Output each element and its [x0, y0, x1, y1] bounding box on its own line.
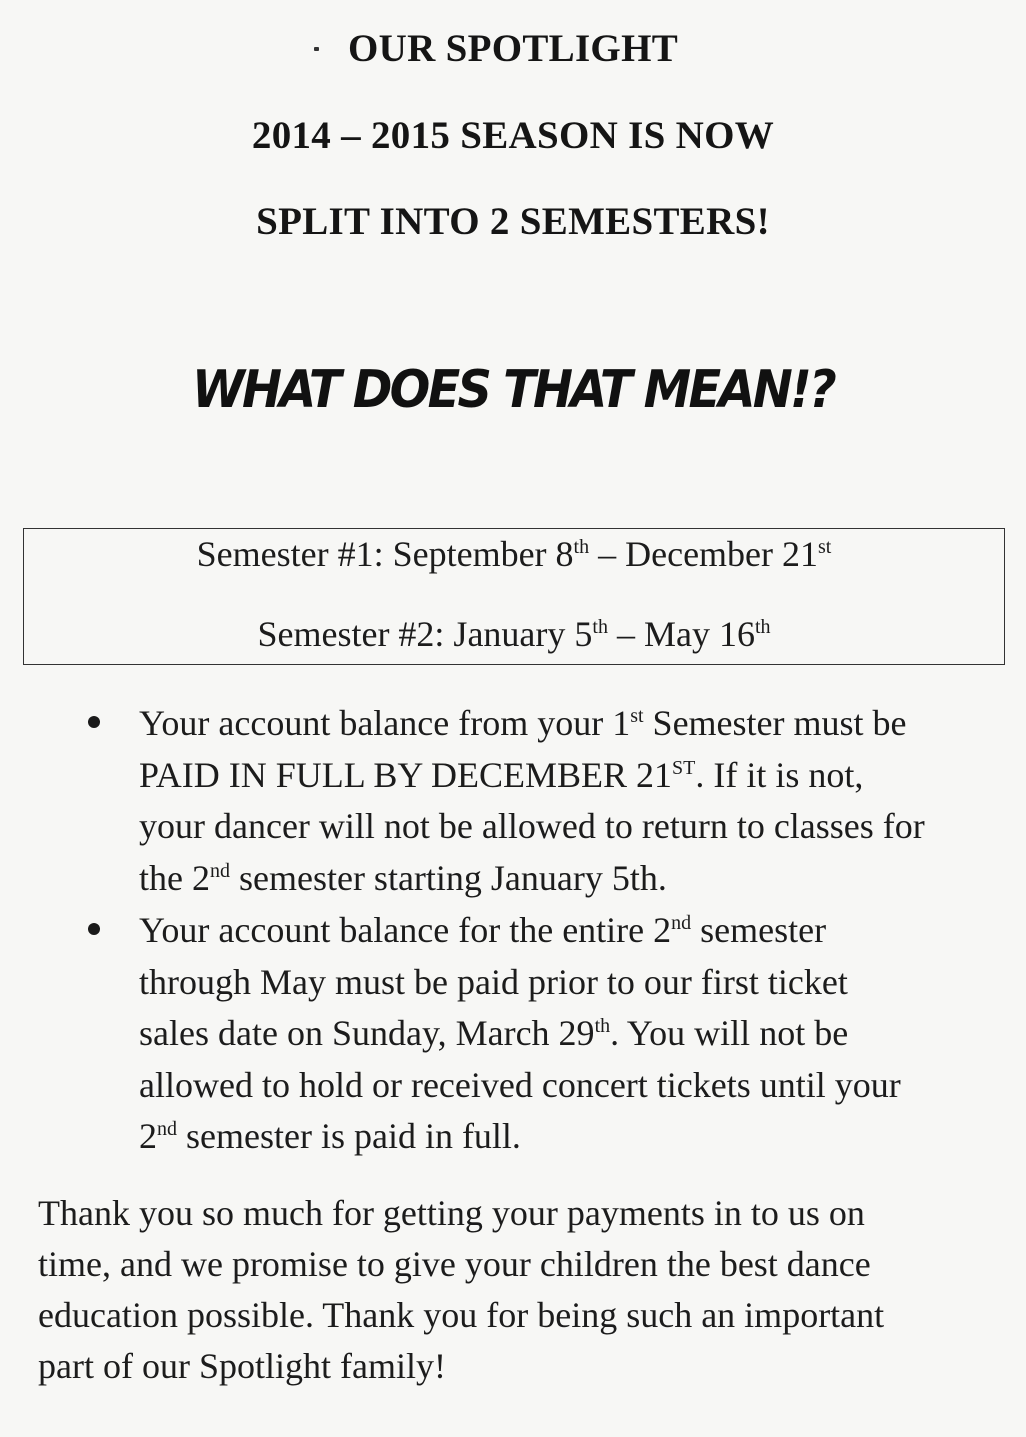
ordinal-suffix: nd [209, 859, 230, 882]
list-item-line [139, 853, 1009, 905]
list-item-line [139, 698, 1009, 750]
list-item-line: allowed to hold or received concert tickets until your [139, 1064, 901, 1105]
semester-1-end-text: – December 21 [589, 534, 819, 574]
list-item-line [139, 905, 1009, 957]
semester-2-end-text: – May 16 [607, 614, 755, 654]
title-line-2: 2014 – 2015 SEASON IS NOW [251, 114, 775, 157]
bullet-icon [88, 923, 100, 935]
list-item-line [139, 1008, 1009, 1060]
ordinal-suffix: ST [672, 756, 696, 779]
semester-dates-box [23, 528, 1005, 665]
text-segment: semester [691, 910, 827, 950]
text-segment: the 2 [139, 857, 210, 898]
semester-1-dates [24, 533, 1004, 575]
ordinal-suffix: st [818, 536, 832, 558]
text-segment: semester is paid in full. [177, 1116, 521, 1156]
semester-2-start-text: Semester #2: January 5 [257, 614, 593, 654]
bullet-icon [88, 716, 100, 728]
closing-line: part of our Spotlight family! [38, 1346, 446, 1386]
closing-paragraph [38, 1188, 998, 1392]
ordinal-suffix: st [630, 705, 644, 727]
ordinal-suffix: th [573, 536, 590, 558]
text-segment: PAID IN FULL BY DECEMBER 21 [139, 754, 673, 795]
text-segment: . You will not be [610, 1013, 849, 1053]
ordinal-suffix: th [592, 616, 608, 638]
list-item-line: through May must be paid prior to our first ticket [139, 961, 848, 1002]
title-line-3: SPLIT INTO 2 SEMESTERS! [256, 200, 770, 243]
ordinal-suffix: th [754, 616, 771, 638]
text-segment: . If it is not, [695, 754, 864, 795]
list-item [139, 905, 1009, 1163]
closing-line: education possible. Thank you for being such an important [38, 1295, 885, 1335]
ordinal-suffix: nd [157, 1118, 177, 1140]
text-segment: Your account balance from your 1 [139, 703, 631, 743]
ordinal-suffix: th [594, 1015, 611, 1037]
title-line-1: OUR SPOTLIGHT [347, 27, 679, 70]
list-item-line [139, 1111, 1009, 1163]
closing-line: Thank you so much for getting your payments in to us on [38, 1193, 865, 1233]
semester-2-dates [24, 613, 1004, 655]
text-segment: sales date on Sunday, March 29 [139, 1013, 595, 1053]
text-segment: Semester must be [643, 703, 907, 743]
text-segment: 2 [139, 1116, 157, 1156]
list-item-line: your dancer will not be allowed to return to classes for [139, 806, 925, 846]
text-segment: semester starting January 5th. [229, 857, 667, 898]
list-item [139, 698, 1009, 904]
closing-line: time, and we promise to give your children the best dance [38, 1244, 871, 1284]
text-segment: Your account balance for the entire 2 [139, 910, 672, 950]
list-item-line [139, 750, 1009, 802]
semester-1-start-text: Semester #1: September 8 [196, 534, 574, 574]
question-heading: WHAT DOES THAT MEAN!? [191, 360, 835, 420]
ordinal-suffix: nd [671, 912, 692, 934]
